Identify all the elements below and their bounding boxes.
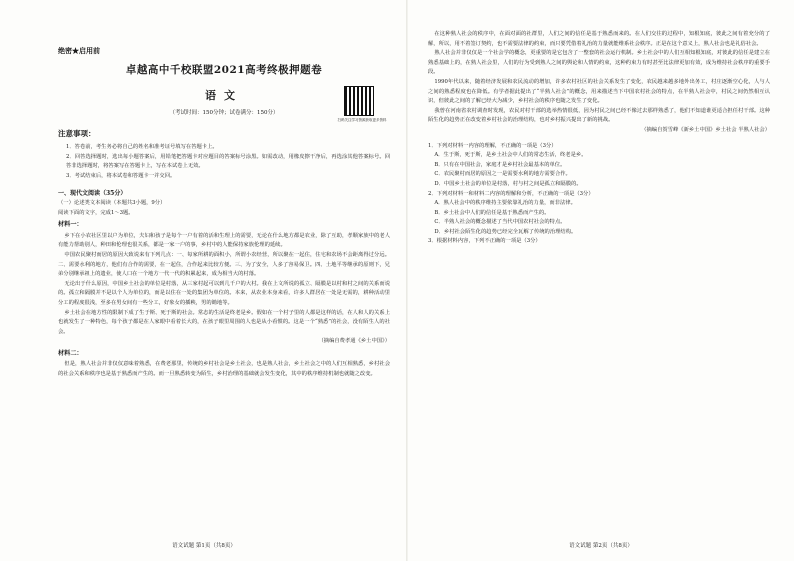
page-footer: 语文试题 第2页（共8页） <box>569 543 633 549</box>
notice-item: 3．考试结束后，将本试卷和答题卡一并交回。 <box>66 172 176 179</box>
source-citation: （摘编自费孝通《乡土中国》） <box>318 338 390 345</box>
section-heading: 一、现代文阅读（35分） <box>58 190 127 198</box>
exam-meta: （考试时间：150分钟；试卷满分：150分） <box>169 110 279 116</box>
secret-label: 绝密★启用前 <box>58 46 100 55</box>
page-right <box>408 0 794 561</box>
question-option: A．生于斯，死于斯，是乡土社会中人们的常态生活，终老是乡。 <box>434 152 587 159</box>
paragraph: 但是，熟人社会并非仅仅意味着熟悉，在费老那里，传统的乡村社会是乡土社会，也是熟人社会，乡土社会之中的人们互相熟悉，乡村社会的社会关系和秩序也是基于熟悉而产生的。而一旦熟悉转变为陌生，乡村治理的基础就会发生变化，其中的秩序维持机制也就随之改变。 <box>58 361 390 378</box>
qr-code-icon <box>344 86 374 116</box>
paragraph: 在这种熟人社会的秩序中，在面对面的社群里，人们之间的信任是基于熟悉而来的。在人们交往的过程中，知根知底，彼此之间有着充分的了解，所以，用不着签订契约，也不需要法律的约束，而只要凭借着礼治的力量就能维系社会秩序。正是在这个意义上，熟人社会也是礼俗社会。 <box>428 31 770 47</box>
paragraph: 我曾在河南省农村调查时发现，农民对村干部的选举热情很低，因为村民之间已经不像过去那样熟悉了，他们不知道谁更适合担任村干部。这种陌生化的趋势正在改变着乡村社会的治理结构，也对乡村振兴提出了新的挑战。 <box>428 107 770 124</box>
question-stem: 1．下列对材料一内容的理解，不正确的一项是（3分） <box>428 142 557 149</box>
question-stem: 2．下列对材料一和材料二内容的理解和分析，不正确的一项是（3分） <box>428 190 594 197</box>
qr-caption: 扫码关注学习资源获取更多资料 <box>337 118 387 122</box>
question-stem: 3．根据材料内容，下列不正确的一项是（3分） <box>428 238 541 245</box>
paragraph: 无论出于什么原因，中国乡土社会的单位是村落，从三家村起可以到几千户的大村。我在上文所说的孤立、隔膜是以村和村之间的关系而说的。孤立和隔膜并不是以个人为单位的，而是以住在一处的集团为单位的。本来，从农业本身来看，许多人群居在一处是无需的，耕种活动里分工的程度很浅，至多在男女间有一些分工，好象女的插秧，男的锄地等。 <box>58 280 390 306</box>
question-option: D．乡村社会陌生化的趋势已经完全瓦解了传统的治理结构。 <box>434 228 577 235</box>
material-heading: 材料一： <box>58 221 83 229</box>
paragraph: 乡下在小农社区里以户为单位，夫妇和孩子是每个一户有着的活和生理上的需要，无论在什么地方都是农业，除了互助，孝顺家族中的老人有能力帮助别人，种田和伦理也很关系，都是一家一户的事，乡村中的人能保持家族伦理的延续。 <box>58 232 390 249</box>
notice-heading: 注意事项： <box>58 129 96 138</box>
exam-title: 卓越高中千校联盟2021高考终极押题卷 <box>125 64 323 76</box>
page-footer: 语文试题 第1页（共8页） <box>172 543 236 549</box>
paragraph: 中国农民聚村而居的原因大致说来有下列几点：一、每家所耕的面积小，所谓小农经营，所以聚在一起住，住宅和农场不会距离得过分远。二、需要水利的地方，他们有合作的需要，在一起住，合作起来比较方便。三、为了安全，人多了容易保卫。四、土地平等继承的原则下，兄弟分别继承祖上的遗业，使人口在一个地方一代一代的积累起来，成为相当大的村落。 <box>58 251 390 278</box>
question-option: B．只有在中国社会，家庭才是乡村社会最基本的单位。 <box>434 161 566 168</box>
question-option: A．熟人社会中的秩序维持主要依靠礼治的力量，而非法律。 <box>434 200 576 207</box>
paragraph: 1990年代以来，随着经济发展和农民流动的增加，许多农村社区的社会关系发生了变化，农民越来越多地外出务工，村庄逐渐空心化，人与人之间的熟悉程度也在降低。有学者据此提出了“半熟人社会”的概念，用来描述当下中国农村社会的特点，在半熟人社会中，村民之间仍然相互认识，但彼此之间的了解已经大为减少，乡村社会的秩序也随之发生了变化。 <box>428 78 770 105</box>
paragraph: 熟人社会并非仅仅是一个社会学的概念，更重要的是它包含了一整套的社会运行机制。乡土社会中的人们互相知根知底，对彼此的信任是建立在熟悉基础上的，在熟人社会里，人们的行为受到熟人之间的舆论和人情的约束，这种约束力有时甚至比法律更加有效，成为维持社会秩序的重要手段。 <box>428 50 770 76</box>
question-option: C．农民聚村而居的原因之一是需要水利的地方需要合作。 <box>434 171 571 178</box>
notice-list <box>58 143 390 181</box>
notice-item: 1．答卷前，考生务必将自己的姓名和准考证号填写在答题卡上。 <box>66 144 218 150</box>
notice-item: 2．回答选择题时，选出每小题答案后，用铅笔把答题卡对应题目的答案标号涂黑。如需改动，用橡皮擦干净后，再选涂其他答案标号。回答非选择题时，将答案写在答题卡上，写在本试卷上无效。 <box>66 153 390 170</box>
subject-title: 语文 <box>205 89 243 102</box>
material-heading: 材料二： <box>58 349 83 357</box>
instruction: 阅读下面的文字，完成1～3题。 <box>58 209 134 216</box>
source-citation: （摘编自贺雪峰《新乡土中国》乡土社会 半熟人社会） <box>641 126 770 133</box>
question-option: B．乡土社会中人们的信任是基于熟悉而产生的。 <box>434 209 550 216</box>
paragraph: 乡土社会在地方性的限制下成了生于斯、死于斯的社会。常态的生活是终老是乡。假如在一个村子里的人都是这样的话，在人和人的关系上也就发生了一种特色，每个孩子都是在人家眼中看着长大的，在孩子眼里周围的人也是从小看惯的。这是一个“熟悉”的社会，没有陌生人的社会。 <box>58 309 390 335</box>
subsection-heading: （一）论述类文本阅读（本题共3小题，9分） <box>58 199 166 206</box>
question-option: D．中国乡土社会的单位是村落，村与村之间是孤立和隔膜的。 <box>434 180 582 187</box>
question-option: C．半熟人社会的概念描述了当代中国农村社会的特点。 <box>434 219 566 226</box>
